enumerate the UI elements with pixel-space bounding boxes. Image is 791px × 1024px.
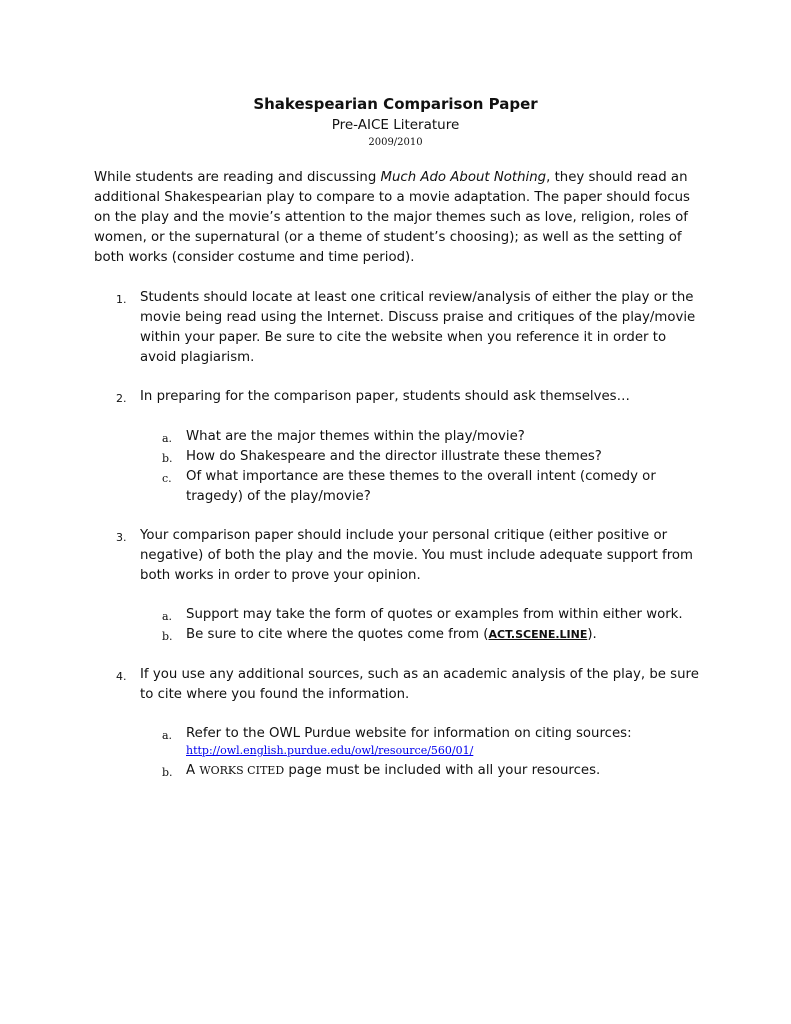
- item-number: 4.: [116, 670, 127, 683]
- sub-item-letter: b.: [162, 766, 173, 779]
- sub-item-text: How do Shakespeare and the director illustrate these themes?: [186, 449, 602, 464]
- item-text: Your comparison paper should include your personal critique (either positive or negative) of both the play and the movie. You must include adequate support from both works in order to prove your opinion.: [140, 528, 693, 583]
- sub-item-text-end: page must be included with all your resources.: [284, 763, 601, 778]
- sub-item-text: [186, 724, 706, 758]
- sub-item-text-line: Refer to the OWL Purdue website for information on citing sources:: [186, 726, 632, 741]
- sub-item-text-end: ).: [587, 627, 597, 642]
- intro-paragraph: [94, 168, 704, 268]
- sub-item-letter: b.: [162, 630, 173, 643]
- sub-item-letter: a.: [162, 610, 173, 623]
- item-number: 3.: [116, 531, 127, 544]
- sub-item-text: Of what importance are these themes to the overall intent (comedy or tragedy) of the play/movie?: [186, 469, 656, 504]
- item-number: 1.: [116, 293, 127, 306]
- sub-item-letter: c.: [162, 472, 172, 485]
- sub-item-letter: b.: [162, 452, 173, 465]
- document-subtitle: Pre-AICE Literature: [331, 117, 460, 133]
- works-cited-label: WORKS CITED: [199, 764, 285, 777]
- sub-item-letter: a.: [162, 729, 173, 742]
- item-number: 2.: [116, 392, 127, 405]
- sub-item-text-start: Be sure to cite where the quotes come from (: [186, 627, 489, 642]
- sub-item-text-start: A: [186, 763, 200, 778]
- sub-item-text: Support may take the form of quotes or examples from within either work.: [186, 607, 683, 622]
- document-title: Shakespearian Comparison Paper: [253, 95, 538, 113]
- school-year: 2009/2010: [368, 137, 423, 148]
- item-text: In preparing for the comparison paper, students should ask themselves…: [140, 389, 630, 404]
- play-title: Much Ado About Nothing: [380, 170, 547, 185]
- owl-purdue-link[interactable]: http://owl.english.purdue.edu/owl/resource/560/01/: [186, 744, 474, 757]
- sub-item-text: What are the major themes within the play/movie?: [186, 429, 525, 444]
- sub-item-text: [186, 625, 706, 645]
- intro-text-start: While students are reading and discussing: [94, 170, 381, 185]
- sub-item-letter: a.: [162, 432, 173, 445]
- item-text: Students should locate at least one critical review/analysis of either the play or the movie being read using the Internet. Discuss praise and critiques of the play/movie within your paper. Be sure to cite the website when you reference it in order to avoid plagiarism.: [140, 290, 696, 365]
- intro-text-end: , they should read an additional Shakespearian play to compare to a movie adaptation. The paper should focus on the play and the movie’s attention to the major themes such as love, religion, roles of women, or the supernatural (or a theme of student’s choosing); as well as the setting of both works (consider costume and time period).: [94, 170, 690, 265]
- citation-format: ACT.SCENE.LINE: [488, 628, 588, 641]
- item-text: If you use any additional sources, such as an academic analysis of the play, be sure to cite where you found the information.: [140, 667, 699, 702]
- sub-item-text: [186, 761, 706, 781]
